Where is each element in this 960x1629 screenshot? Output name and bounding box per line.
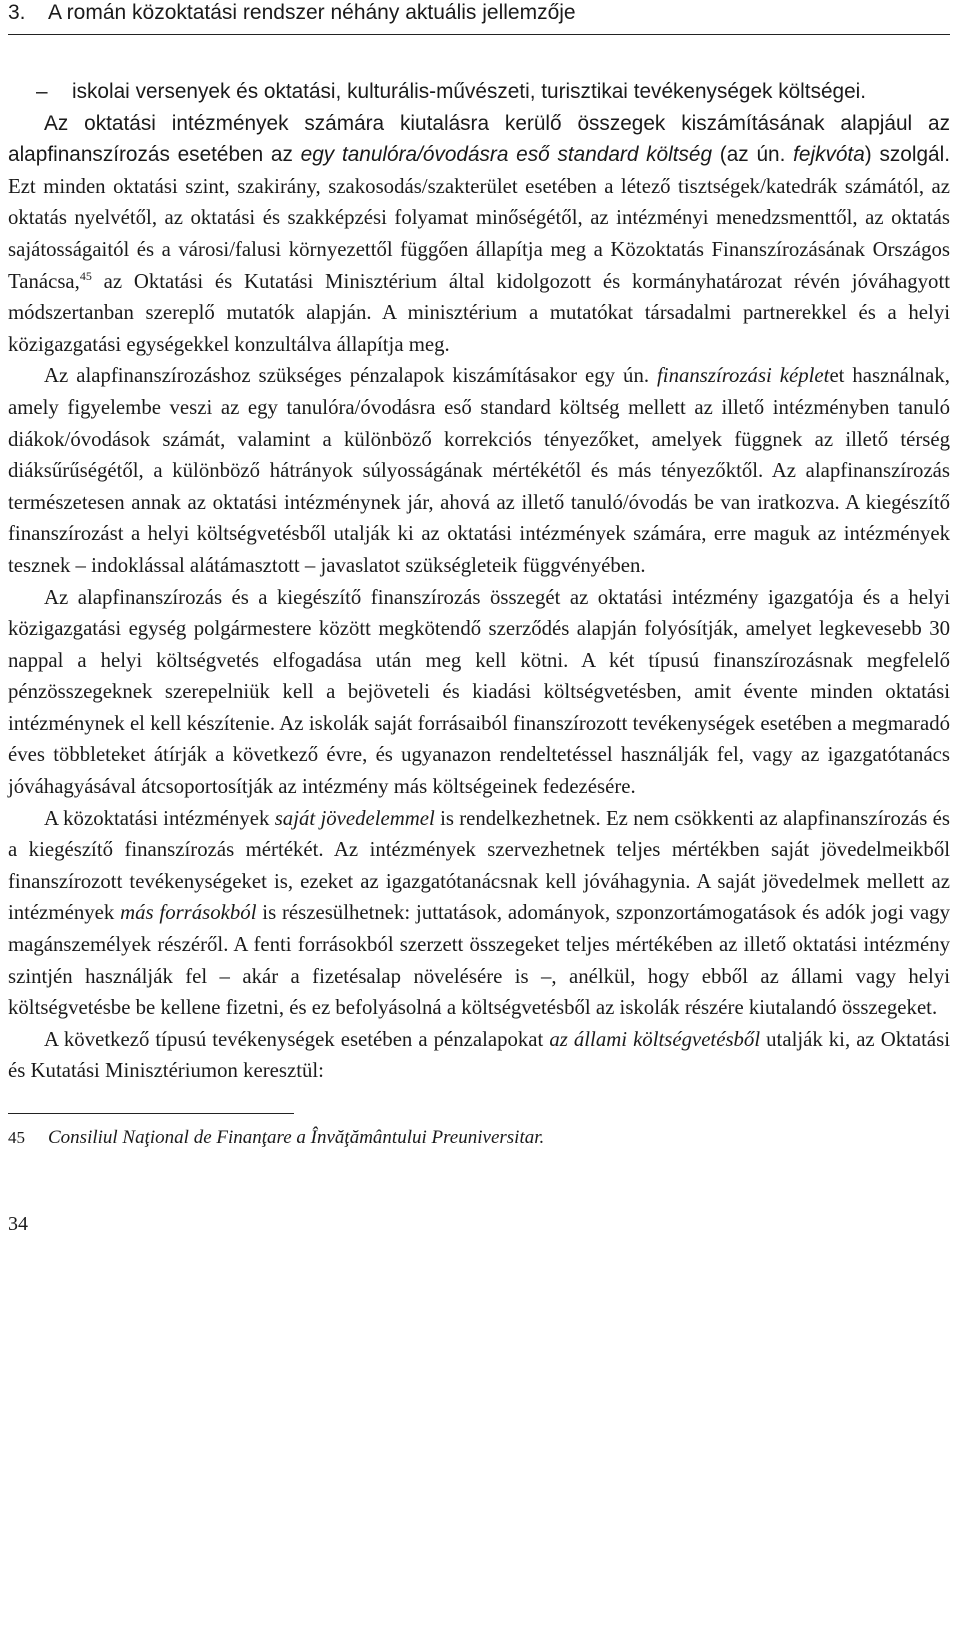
p4-c: is részesülhetnek: juttatások, adományok, szponzortámogatások és adók jogi vagy magánszemélyek részéről. A fenti forrásokból szerzett összegeket teljes mértékében az illető oktatási intézmény szintjén használják fel – akár a fizetésalap növelésére is –, anélkül, hogy ebből az állami vagy helyi költségvetésbe be kellene fizetni, és ez befolyásolná a költségvetésből az iskolák részére kiutalandó összegeket. [8,901,950,1020]
paragraph-3: Az alapfinanszírozás és a kiegészítő finanszírozás összegét az oktatási intézmény igazgatója és a helyi közigazgatási egység polgármestere között megkötendő szerződés alapján folyósítják, amelyet legkevesebb 30 nappal a helyi költségvetés elfogadása után meg kell kötni. A két típusú finanszírozásnak megfelelő pénzösszegeknek szerepelniük kell a bejöveteli és kiadási költségvetésben, amit évente minden oktatási intézménynek el kell készítenie. Az iskolák saját forrásaiból finanszírozott tevékenységek esetében a megmaradó éves többleteket átírják a következő évre, és ugyanazon rendeltetéssel használják fel, vagy az igazgatótanács jóváhagyásával átcsoportosítják az intézmény más költségeinek fedezésére. [8,585,950,799]
footnote-text: Consiliul Naţional de Finanţare a Învăţământului Preuniversitar. [48,1127,545,1148]
list-item [8,76,950,108]
p1-serif: Ezt minden oktatási szint, szakirány, szakosodás/szakterület esetében a létező tisztségek/katedrák számától, az oktatás nyelvétől, az oktatási és szakképzési folyamat minőségétől, az intézményi menedzsmenttől, az oktatás sajátosságaitól és a városi/falusi környezettől függően állapítja meg a Közoktatás Finanszírozásának Országos Tanácsa, [8,174,950,293]
footnote [8,1125,950,1151]
running-header [8,0,950,35]
p4-em: saját jövedelemmel [274,806,435,830]
p5-em: az állami költségvetésből [549,1027,761,1051]
chapter-title: A román közoktatási rendszer néhány aktuális jellemzője [48,1,576,24]
paragraph-4 [8,803,950,1024]
p2-b: et használnak, amely figyelembe veszi az egy tanulóra/óvodásra eső standard költség mellett az illető intézményben tanuló diákok/óvodások számát, valamint a különböző korrekciós tényezőket, amelyek függnek az illető térség diáksűrűségétől, a különböző hátrányok súlyosságának mértékétől és más tényezőktől. Az alapfinanszírozás természetesen annak az oktatási intézménynek jár, ahová az illető tanuló/óvodás be van iratkozva. A kiegészítő finanszírozást a helyi költségvetésből utalják ki az oktatási intézmények számára, erre maguk az intézmények tesznek – indoklással alátámasztott – javaslatot szükségleteik függvényében. [8,364,950,577]
chapter-number: 3. [8,1,26,24]
list-item-text: iskolai versenyek és oktatási, kulturális-művészeti, turisztikai tevékenységek költségei. [72,80,867,103]
page-number: 34 [8,1213,28,1235]
footnote-divider [8,1113,294,1114]
p1-serif2: az Oktatási és Kutatási Minisztérium által kidolgozott és kormányhatározat révén jóváhagyott módszertanban szereplő mutatók alapján. A minisztérium a mutatókat társadalmi partnerekkel és a helyi közigazgatási egységekkel konzultálva állapítja meg. [8,269,950,356]
page-body [8,76,950,1087]
p4-a: A közoktatási intézmények [44,806,275,830]
paragraph-1 [8,108,950,361]
p2-em: finanszírozási képlet [657,364,830,388]
p4-b: is rendelkezhetnek. Ez nem csökkenti az alapfinanszírozás és a kiegészítő finanszírozás mértékét. Az intézmények szervezhetnek teljes mértékben saját jövedelmeikből finanszírozott tevékenységeket is, ezeket az igazgatótanácsnak kell jóváhagynia. A saját jövedelmek mellett az intézmények [8,806,951,925]
p1-sans-a: Az oktatási intézmények számára kiutalásra kerülő összegek kiszámításának alapjául az alapfinanszírozás esetében az [8,111,950,167]
footnote-number: 45 [8,1128,25,1147]
p1-sans-em2: fejkvóta [793,143,865,167]
p2-a: Az alapfinanszírozáshoz szükséges pénzalapok kiszámításakor egy ún. [44,364,658,388]
p1-sans-em: egy tanulóra/óvodásra eső standard költség [300,143,713,167]
p1-sans-b: (az ún. [712,143,794,167]
p5-b: utalják ki, az Oktatási és Kutatási Minisztériumon keresztül: [8,1027,950,1083]
footnote-ref[interactable]: 45 [79,268,92,283]
p5-a: A következő típusú tevékenységek esetében a pénzalapokat [44,1027,550,1051]
list-dash: – [36,80,48,103]
p1-sans-c: ) szolgál. [864,143,950,167]
paragraph-2 [8,360,950,581]
paragraph-5 [8,1024,950,1087]
p4-em2: más forrásokból [120,901,257,925]
